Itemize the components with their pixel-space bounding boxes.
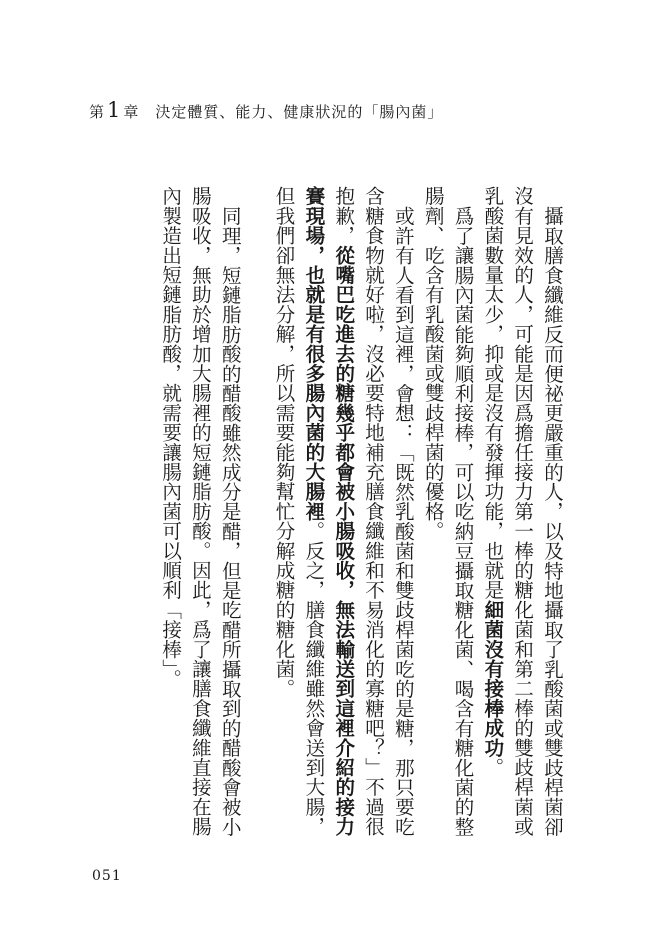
vertical-body-text [67,186,567,846]
paragraph-1-text-a: 攝取膳食纖維反而便祕更嚴重的人，以及特地攝取了乳酸菌或雙歧桿菌卻沒有見效的人，可能是因爲擔任接力第一棒的糖化菌和第二棒的雙歧桿菌或乳酸菌數量太少，抑或是沒有發揮功能，也就是 [481,186,564,837]
paragraph-3 [269,186,418,846]
paragraph-4 [155,186,244,846]
page-number: 051 [92,868,122,884]
running-header [89,98,443,122]
paragraph-1 [478,186,567,846]
chapter-suffix: 章 [123,103,140,121]
paragraph-3-text-a: 或許有人看到這裡，會想：「既然乳酸菌和雙歧桿菌吃的是糖，那只要吃含糖食物就好啦，沒必要特地補充膳食纖維和不易消化的寡糖吧？」不過很抱歉， [332,186,415,837]
paragraph-4-text: 同理，短鏈脂肪酸的醋酸雖然成分是醋，但是吃醋所攝取到的醋酸會被小腸吸收，無助於增加大腸裡的短鏈脂肪酸。因此，爲了讓膳食纖維直接在腸內製造出短鏈脂肪酸，就需要讓腸內菌可以順利「接棒」。 [159,186,242,837]
chapter-number: 1 [107,98,122,122]
paragraph-1-text-b: 。 [481,757,505,778]
chapter-title: 決定體質、能力、健康狀況的「腸內菌」 [155,103,444,121]
paragraph-3-emphasis: 從嘴巴吃進去的糖幾乎都會被小腸吸收，無法輸送到這裡介紹的接力賽現場，也就是有很多腸內菌的大腸裡 [302,186,356,837]
chapter-prefix: 第 [89,103,106,121]
paragraph-2-text: 爲了讓腸內菌能夠順利接棒，可以吃納豆攝取糖化菌、喝含有糖化菌的整腸劑、吃含有乳酸菌或雙歧桿菌的優格。 [421,186,475,836]
paragraph-2 [418,186,478,846]
paragraph-3-text-b: 。反之，膳食纖維雖然會送到大腸，但我們卻無法分解，所以需要能夠幫忙分解成糖的糖化菌。 [272,186,326,837]
paragraph-1-emphasis: 細菌沒有接棒成功 [481,599,505,758]
